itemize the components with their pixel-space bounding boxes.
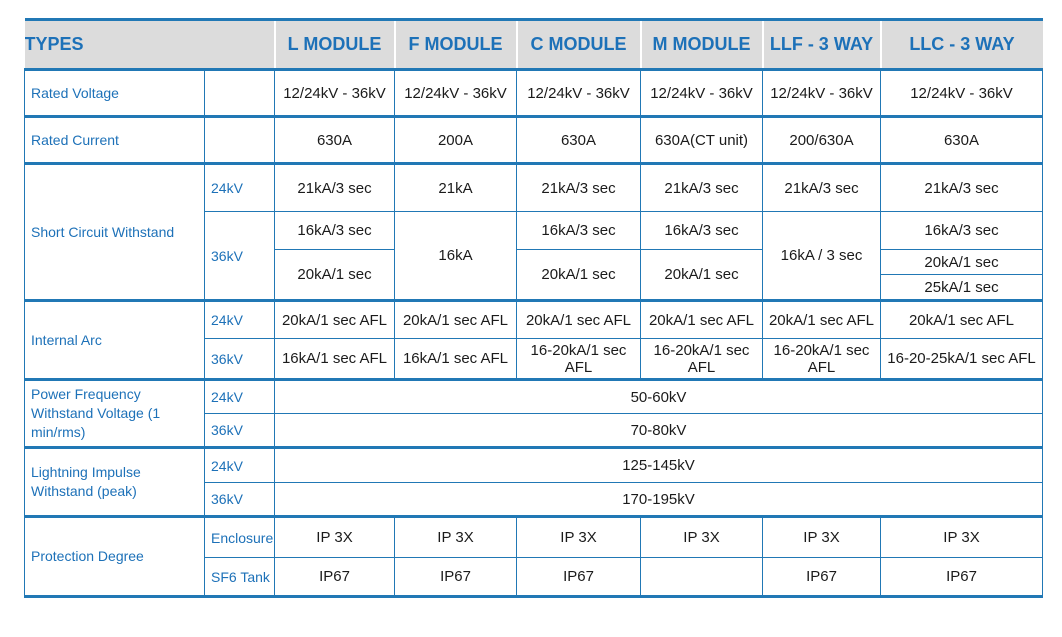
table-cell: IP67 — [763, 558, 881, 597]
table-cell: IP67 — [517, 558, 641, 597]
table-cell: IP 3X — [763, 517, 881, 558]
col-header-l-module: L MODULE — [275, 20, 395, 70]
table-cell: 125-145kV — [275, 448, 1043, 483]
sub-label-36kv: 36kV — [205, 414, 275, 448]
table-cell: IP 3X — [641, 517, 763, 558]
table-row — [25, 380, 1043, 414]
table-cell: 16kA/3 sec — [275, 212, 395, 250]
sub-label-24kv: 24kV — [205, 380, 275, 414]
row-label-protection-degree: Protection Degree — [25, 517, 205, 597]
table-cell: 20kA/1 sec AFL — [395, 301, 517, 339]
table-cell: 630A — [517, 117, 641, 164]
row-label-internal-arc: Internal Arc — [25, 301, 205, 380]
table-cell: 21kA/3 sec — [881, 164, 1043, 212]
sub-label-36kv: 36kV — [205, 212, 275, 301]
table-cell: 20kA/1 sec AFL — [881, 301, 1043, 339]
table-cell: IP 3X — [395, 517, 517, 558]
table-cell: 12/24kV - 36kV — [517, 70, 641, 117]
table-cell: 16-20kA/1 sec AFL — [763, 339, 881, 380]
table-cell: 16-20-25kA/1 sec AFL — [881, 339, 1043, 380]
table-cell: IP 3X — [881, 517, 1043, 558]
table-cell: 12/24kV - 36kV — [763, 70, 881, 117]
table-cell: IP 3X — [517, 517, 641, 558]
table-cell: 20kA/1 sec — [275, 250, 395, 301]
table-cell: 12/24kV - 36kV — [641, 70, 763, 117]
table-cell: 16-20kA/1 sec AFL — [641, 339, 763, 380]
table-cell: 16kA/3 sec — [881, 212, 1043, 250]
col-header-f-module: F MODULE — [395, 20, 517, 70]
spec-table — [24, 18, 1043, 598]
sub-label-enclosure: Enclosure — [205, 517, 275, 558]
table-cell: 16kA/3 sec — [517, 212, 641, 250]
row-label-power-frequency: Power Frequency Withstand Voltage (1 min/rms) — [25, 380, 205, 448]
empty-cell — [205, 70, 275, 117]
table-cell: 12/24kV - 36kV — [395, 70, 517, 117]
table-cell: 20kA/1 sec — [517, 250, 641, 301]
table-cell: 16kA/3 sec — [641, 212, 763, 250]
sub-label-24kv: 24kV — [205, 448, 275, 483]
table-cell: IP67 — [275, 558, 395, 597]
table-cell: IP 3X — [275, 517, 395, 558]
row-label-rated-current: Rated Current — [25, 117, 205, 164]
table-cell: 21kA — [395, 164, 517, 212]
col-header-c-module: C MODULE — [517, 20, 641, 70]
table-cell: 16-20kA/1 sec AFL — [517, 339, 641, 380]
col-header-types: TYPES — [25, 20, 275, 70]
col-header-m-module: M MODULE — [641, 20, 763, 70]
table-cell: IP67 — [881, 558, 1043, 597]
table-cell: 12/24kV - 36kV — [275, 70, 395, 117]
table-cell: 21kA/3 sec — [517, 164, 641, 212]
col-header-llf-3-way: LLF - 3 WAY — [763, 20, 881, 70]
table-cell: 20kA/1 sec — [641, 250, 763, 301]
table-cell: 630A(CT unit) — [641, 117, 763, 164]
header-row — [25, 20, 1043, 70]
table-cell — [641, 558, 763, 597]
table-cell: 20kA/1 sec AFL — [641, 301, 763, 339]
col-header-llc-3-way: LLC - 3 WAY — [881, 20, 1043, 70]
table-cell: 25kA/1 sec — [881, 275, 1043, 301]
table-cell: 170-195kV — [275, 483, 1043, 517]
table-cell: IP67 — [395, 558, 517, 597]
table-cell: 21kA/3 sec — [275, 164, 395, 212]
sub-label-36kv: 36kV — [205, 339, 275, 380]
table-row — [25, 301, 1043, 339]
table-row — [25, 517, 1043, 558]
table-cell: 200/630A — [763, 117, 881, 164]
row-label-lightning-impulse: Lightning Impulse Withstand (peak) — [25, 448, 205, 517]
table-cell: 16kA — [395, 212, 517, 301]
table-cell: 630A — [275, 117, 395, 164]
table-cell: 16kA/1 sec AFL — [275, 339, 395, 380]
table-cell: 20kA/1 sec AFL — [763, 301, 881, 339]
sub-label-24kv: 24kV — [205, 301, 275, 339]
row-label-short-circuit: Short Circuit Withstand — [25, 164, 205, 301]
table-cell: 21kA/3 sec — [763, 164, 881, 212]
empty-cell — [205, 117, 275, 164]
table-row — [25, 448, 1043, 483]
table-cell: 21kA/3 sec — [641, 164, 763, 212]
row-label-rated-voltage: Rated Voltage — [25, 70, 205, 117]
table-cell: 20kA/1 sec AFL — [275, 301, 395, 339]
table-row — [25, 117, 1043, 164]
sub-label-24kv: 24kV — [205, 164, 275, 212]
sub-label-36kv: 36kV — [205, 483, 275, 517]
table-cell: 70-80kV — [275, 414, 1043, 448]
table-cell: 50-60kV — [275, 380, 1043, 414]
table-cell: 20kA/1 sec — [881, 250, 1043, 275]
table-cell: 16kA/1 sec AFL — [395, 339, 517, 380]
table-row — [25, 70, 1043, 117]
table-row — [25, 164, 1043, 212]
sub-label-sf6-tank: SF6 Tank — [205, 558, 275, 597]
table-cell: 12/24kV - 36kV — [881, 70, 1043, 117]
table-cell: 20kA/1 sec AFL — [517, 301, 641, 339]
table-cell: 200A — [395, 117, 517, 164]
table-cell: 16kA / 3 sec — [763, 212, 881, 301]
table-cell: 630A — [881, 117, 1043, 164]
